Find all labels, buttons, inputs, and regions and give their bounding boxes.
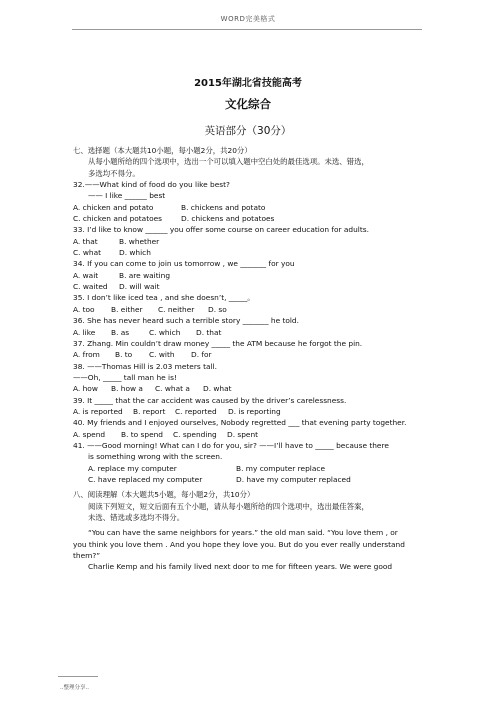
- footer-rule: [58, 676, 98, 677]
- q39-option-d: D. is reporting: [228, 406, 281, 416]
- q41-options-row2: [73, 474, 423, 485]
- passage-line: them?”: [73, 551, 101, 561]
- q39-stem: 39. It _____ that the car accident was caused by the driver’s carelessness.: [73, 395, 347, 405]
- q33-option-b: B. whether: [119, 236, 160, 246]
- q40-stem: 40. My friends and I enjoyed ourselves, Nobody regretted ___ that evening party together.: [73, 418, 407, 428]
- q37-option-c: C. with: [149, 350, 175, 360]
- q37-option-b: B. to: [115, 350, 133, 360]
- q33-options-row1: [73, 236, 423, 247]
- part8-instruction-cont: 未选、错选或多选均不得分。: [88, 513, 185, 522]
- q36-option-a: A. like: [73, 327, 96, 337]
- q41-stem-cont: is something wrong with the screen.: [88, 452, 223, 462]
- document-body: [73, 145, 423, 573]
- q39-option-a: A. is reported: [73, 406, 123, 416]
- q37-stem: 37. Zhang. Min couldn’t draw money _____ the ATM because he forgot the pin.: [73, 338, 363, 348]
- q35-option-c: C. neither: [158, 304, 195, 314]
- q32-option-a: A. chicken and potato: [73, 202, 154, 212]
- q39-options: [73, 406, 423, 417]
- q38-option-b: B. how a: [111, 384, 143, 394]
- page-footer: ..整理分享..: [60, 685, 89, 691]
- q37-option-a: A. from: [73, 350, 100, 360]
- q35-option-b: B. either: [111, 304, 143, 314]
- q36-stem: 36. She has never heard such a terrible story _______ he told.: [73, 316, 299, 326]
- q36-option-d: D. that: [196, 327, 222, 337]
- q34-option-c: C. waited: [73, 282, 108, 292]
- q37-options: [73, 349, 423, 360]
- q32-stem: 32.——What kind of food do you like best?: [73, 180, 230, 190]
- part7-instruction: 从每小题所给的四个选项中，选出一个可以填入题中空白处的最佳选项。未选、错选，: [88, 157, 369, 167]
- q34-option-d: D. will wait: [119, 282, 160, 292]
- header-rule: [72, 29, 422, 30]
- q38-option-c: C. what a: [155, 384, 190, 394]
- q35-stem: 35. I don’t like iced tea , and she doesn’t, _____。: [73, 293, 255, 303]
- q37-option-d: D. for: [191, 350, 212, 360]
- part8-instruction: 阅读下列短文，短文后面有五个小题，请从每小题所给的四个选项中，选出最佳答案，: [88, 501, 369, 511]
- passage-line: you think you love them . And you hope they love you. But do you ever really understand: [73, 539, 405, 549]
- q36-option-c: C. which: [149, 327, 181, 337]
- q41-stem: 41. ——Good morning! What can I do for you, sir? ——I’ll have to _____ because there: [73, 440, 389, 450]
- q34-option-b: B. are waiting: [119, 270, 171, 280]
- q33-option-c: C. what: [73, 248, 102, 258]
- q32-option-b: B. chickens and potato: [181, 202, 266, 212]
- q32-option-c: C. chicken and potatoes: [73, 214, 163, 224]
- q35-option-d: D. so: [208, 304, 227, 314]
- passage-line: Charlie Kemp and his family lived next door to me for fifteen years. We were good: [88, 562, 393, 572]
- q32-option-d: D. chickens and potatoes: [181, 214, 275, 224]
- exam-title: 2015年湖北省技能高考: [194, 78, 302, 89]
- q33-option-d: D. which: [119, 248, 151, 258]
- q32-options-row1: [73, 202, 423, 213]
- q38-options: [73, 383, 423, 394]
- q38-option-d: D. what: [203, 384, 232, 394]
- passage-line: “You can have the same neighbors for years.” the old man said. “You love them , or: [88, 528, 398, 538]
- q41-options-row1: [73, 463, 423, 474]
- q39-option-b: B. report: [133, 406, 166, 416]
- page-header: WORD完美格式: [220, 15, 276, 23]
- q38-stem: 38. ——Thomas Hill is 2.03 meters tall.: [73, 361, 217, 371]
- q32-reply: —— I like ______ best: [88, 191, 166, 201]
- q38-option-a: A. how: [73, 384, 98, 394]
- q33-stem: 33. I’d like to know ______ you offer some course on career education for adults.: [73, 225, 369, 235]
- q41-option-c: C. have replaced my computer: [88, 474, 203, 484]
- q34-options-row1: [73, 270, 423, 281]
- q39-option-c: C. reported: [175, 406, 217, 416]
- q34-stem: 34. If you can come to join us tomorrow , we _______ for you: [73, 259, 295, 269]
- q40-options: [73, 429, 423, 440]
- q33-options-row2: [73, 247, 423, 258]
- q33-option-a: A. that: [73, 236, 98, 246]
- q36-options: [73, 327, 423, 338]
- q32-options-row2: [73, 213, 423, 224]
- part7-instruction-cont: 多选均不得分。: [88, 168, 140, 178]
- part7-heading: 七、选择题（本大题共10小题，每小题2分，共20分）: [73, 146, 252, 155]
- q40-option-b: B. to spend: [121, 429, 164, 439]
- q35-option-a: A. too: [73, 304, 95, 314]
- q41-option-a: A. replace my computer: [88, 463, 177, 473]
- q35-options: [73, 304, 423, 315]
- q34-options-row2: [73, 281, 423, 292]
- q41-option-d: D. have my computer replaced: [236, 474, 351, 484]
- q40-option-d: D. spent: [227, 429, 259, 439]
- section-title: 英语部分（30分）: [204, 125, 292, 137]
- q34-option-a: A. wait: [73, 270, 99, 280]
- q40-option-a: A. spend: [73, 429, 106, 439]
- q41-option-b: B. my computer replace: [236, 463, 325, 473]
- part8-heading: 八、阅读理解（本大题共5小题，每小题2分，共10分）: [73, 490, 255, 500]
- exam-subtitle: 文化综合: [225, 97, 271, 111]
- q40-option-c: C. spending: [173, 429, 217, 439]
- q38-reply: ——Oh, _____ tall man he is!: [73, 372, 177, 382]
- q36-option-b: B. as: [111, 327, 130, 337]
